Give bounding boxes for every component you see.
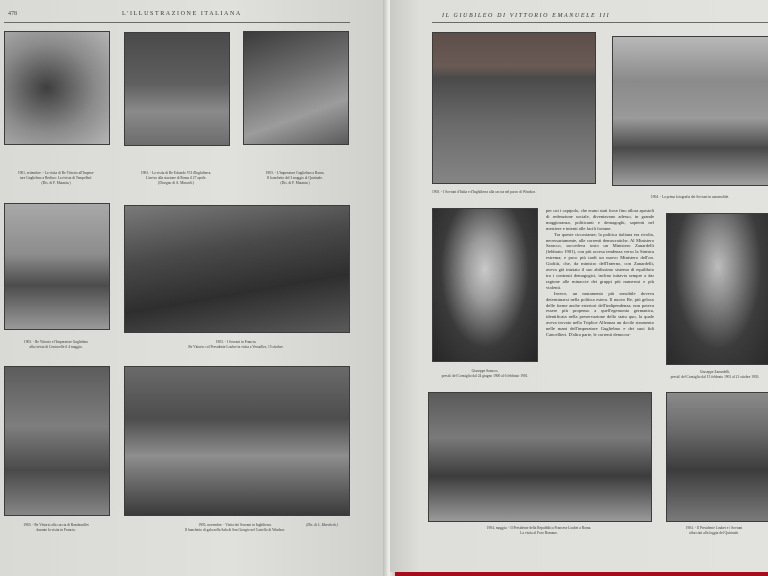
right-page xyxy=(390,0,768,572)
caption-p12: 1904, maggio. - Il Presidente della Repubblica Francese Loubet a Roma. La visita al Foro Romano. xyxy=(486,526,592,535)
photo-banchetto-quirinale xyxy=(243,31,349,145)
photo-visita-edoardo xyxy=(124,32,230,146)
photo-loubet-foro xyxy=(428,392,652,522)
article-column: per cui i capipolo, che erano stati forse fino allora apostoli di redenzione sociale, diventavano adesso, in grande maggioranza, politicanti e demagoghi, sapienti nel mestiere e intenti alle facili fortune. Tra queste circostanze, la politica italiana era rivolta, necessariamente, alle correnti democratiche. Al Ministero Saracco, succedeva tosto un Ministero Zanardelli (febbraio 1901), con più accesa tendenza verso la Sinistra estrema; e poco più tardi un nuovo Ministero dell'on. Giolitti, che, da ministro dell'Interno, con Zanardelli, aveva già iniziato il suo abilissimo sistema di equilibrio tra i contrasti demagogici, inclino tuttavia sempre a dar ragione alle minaccie dei gruppi più numerosi e più violenti. Invece, un mutamento più sensibile doveva determinarsi nella politica estera. Il nuovo Re, più geloso delle forme anche esteriori dell'indipendenza, non poteva essere più propenso a quell'egemonia germanica, identificata nella preservazione dello statu quo, la quale aveva trovato nella Triplice Alleanza un docile strumento nelle mani dell'imperatore Guglielmo e dei suoi fidi Cancellieri. D'altra parte, le correnti democra- xyxy=(546,208,654,338)
caption-p10: Giuseppe Saracco, presid. del Consiglio dal 24 giugno 1900 al 6 febbraio 1901. xyxy=(441,369,529,378)
caption-p8: 1903. - I Sovrani d'Italia e d'Inghilterra alla caccia nel parco di Windsor. xyxy=(432,190,536,194)
header-rule xyxy=(432,22,768,23)
running-header-left: L'ILLUSTRAZIONE ITALIANA xyxy=(122,11,242,17)
photo-banchetto-windsor xyxy=(124,366,350,516)
photo-sovrani-automobile xyxy=(612,36,768,186)
caption-p3: 1903. - L'Imperatore Guglielmo a Roma. Il banchetto del 3 maggio al Quirinale. (Dis. di F. Matania.) xyxy=(265,171,325,185)
photo-loggia-quirinale xyxy=(666,392,768,522)
caption-p13: 1904. - Il Presidente Loubet e i Sovrani affacciati alla loggia del Quirinale. xyxy=(685,526,743,535)
caption-p5: 1903. - I Sovrani in Francia. Re Vittorio col Presidente Loubet in visita a Versailles, 15 ottobre. xyxy=(188,340,284,349)
photo-caccia-rambouillet xyxy=(4,366,110,516)
caption-p1: 1901, settembre. - La visita di Re Vittorio all'Impera- tore Guglielmo a Berlino: La rivista di Tempelhof. (Dis. di F. Matania.) xyxy=(17,171,95,185)
credit-p7: (Dis. di L. Marchetti.) xyxy=(306,523,338,527)
caption-p11: Giuseppe Zanardelli, presid. del Consiglio dal 15 febbraio 1901 al 21 ottobre 1903. xyxy=(670,370,760,379)
caption-p2: 1903. - La visita di Re Edoardo VII d'Inghilterra. L'arrivo alla stazione di Roma il 27 aprile. (Disegno di A. Minardi.) xyxy=(140,171,212,185)
running-header-right: IL GIUBILEO DI VITTORIO EMANUELE III xyxy=(442,13,611,19)
portrait-zanardelli xyxy=(666,213,768,365)
portrait-saracco xyxy=(432,208,538,362)
caption-p9: 1904. - La prima fotografia dei Sovrani in automobile. xyxy=(650,195,730,199)
caption-p4: 1903. - Re Vittorio e l'Imperatore Guglielmo alla rivista di Centocelle il 4 maggio. xyxy=(23,340,89,349)
photo-sovrani-francia xyxy=(124,205,350,333)
photo-rivista-tempelhof xyxy=(4,31,110,145)
caption-p6: 1903. - Re Vittorio alla caccia di Rambouillet durante la visita in Francia. xyxy=(23,523,89,532)
photo-caccia-windsor xyxy=(432,32,596,184)
header-rule xyxy=(4,22,350,23)
caption-p7: 1903, novembre. - Visita dei Sovrani in Inghilterra. Il banchetto di gala nella Sala di San Giorgio nel Castello di Windsor. xyxy=(184,523,286,532)
page-number: 478 xyxy=(8,11,17,17)
photo-rivista-centocelle xyxy=(4,203,110,330)
